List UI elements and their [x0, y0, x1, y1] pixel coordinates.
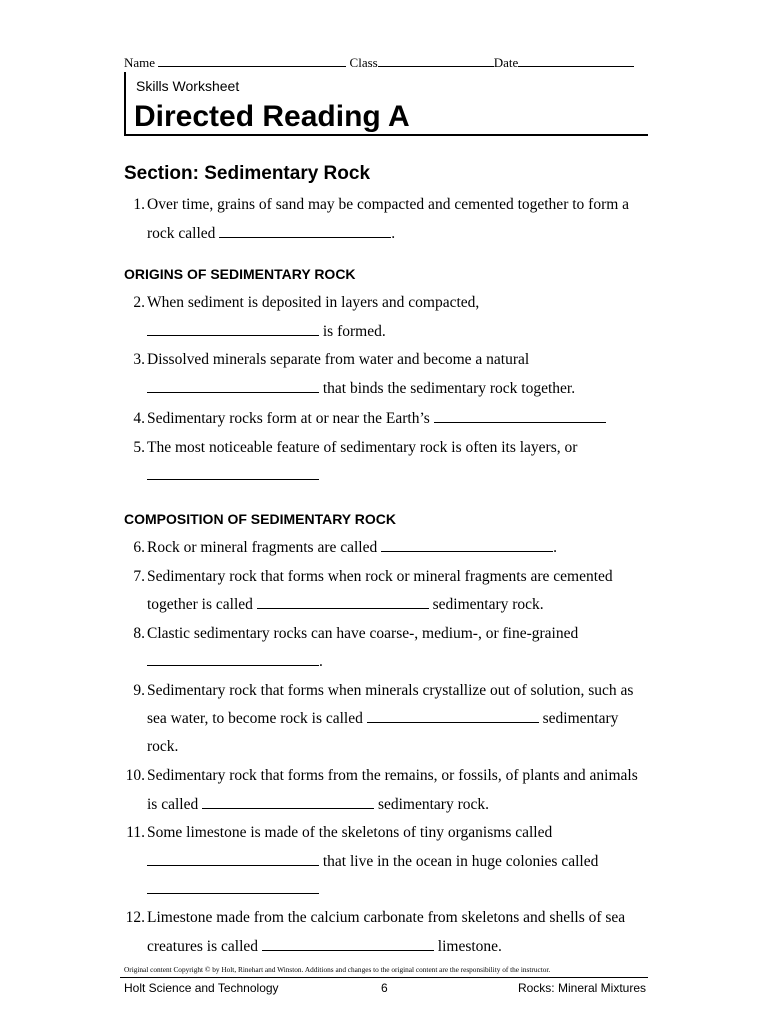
- answer-blank[interactable]: [257, 596, 429, 609]
- date-blank[interactable]: [518, 54, 634, 67]
- question-9: [133, 682, 634, 700]
- question-7-answer-line: [147, 596, 544, 614]
- question-8: [133, 625, 579, 643]
- question-text: sedimentary rock.: [432, 596, 544, 613]
- question-text: Sedimentary rock that forms when rock or mineral fragments are cemented: [147, 568, 613, 585]
- question-text: sedimentary: [542, 710, 619, 727]
- question-number: 6.: [133, 539, 145, 556]
- question-8-answer-line: [147, 653, 323, 671]
- question-text: Dissolved minerals separate from water and become a natural: [147, 351, 530, 368]
- question-text: is formed.: [322, 323, 386, 340]
- composition-heading: COMPOSITION OF SEDIMENTARY ROCK: [124, 511, 396, 527]
- question-text: Sedimentary rock that forms from the remains, or fossils, of plants and animals: [147, 767, 638, 784]
- answer-blank[interactable]: [147, 881, 319, 894]
- question-text: creatures is called: [147, 938, 259, 955]
- question-text: limestone.: [437, 938, 502, 955]
- answer-blank[interactable]: [367, 710, 539, 723]
- question-1: [133, 196, 630, 214]
- question-text: Over time, grains of sand may be compacted and cemented together to form a: [147, 196, 630, 213]
- question-6: [133, 539, 557, 557]
- question-11-answer-line-2: [147, 881, 319, 899]
- class-label: Class: [349, 55, 378, 70]
- question-number: 1.: [133, 196, 145, 213]
- question-11: [126, 824, 553, 842]
- question-text: Limestone made from the calcium carbonate from skeletons and shells of sea: [147, 909, 626, 926]
- question-text: .: [391, 225, 396, 242]
- question-text: The most noticeable feature of sedimentary rock is often its layers, or: [147, 439, 578, 456]
- question-text: rock called: [147, 225, 216, 242]
- question-text: that binds the sedimentary rock together.: [322, 380, 576, 397]
- footer-book-title: Rocks: Mineral Mixtures: [517, 981, 646, 995]
- date-label: Date: [493, 55, 519, 70]
- question-text: .: [553, 539, 557, 556]
- question-text: Rock or mineral fragments are called: [147, 539, 378, 556]
- worksheet-type: Skills Worksheet: [136, 78, 240, 94]
- question-number: 2.: [133, 294, 145, 311]
- question-10-answer-line: [147, 796, 489, 814]
- page-title: Directed Reading A: [134, 100, 410, 133]
- question-number: 11.: [126, 824, 145, 841]
- question-text: sedimentary rock.: [377, 796, 490, 813]
- answer-blank[interactable]: [262, 938, 434, 951]
- question-11-answer-line: [147, 853, 598, 871]
- question-9-answer-line: [147, 710, 618, 728]
- question-1-answer-line: [147, 225, 395, 243]
- answer-blank[interactable]: [147, 323, 319, 336]
- question-5-answer-line: [147, 467, 319, 485]
- page-number: 6: [381, 981, 388, 995]
- question-9-continued: rock.: [147, 738, 179, 755]
- question-number: 3.: [133, 351, 145, 368]
- answer-blank[interactable]: [381, 539, 553, 552]
- question-5: [133, 439, 578, 457]
- question-2: [133, 294, 480, 312]
- question-10: [125, 767, 638, 785]
- answer-blank[interactable]: [147, 653, 319, 666]
- question-text: Sedimentary rocks form at or near the Earth’s: [147, 410, 430, 427]
- name-label: Name: [124, 55, 156, 70]
- question-7: [133, 568, 613, 586]
- question-number: 5.: [133, 439, 145, 456]
- name-class-date-line: [124, 54, 634, 71]
- answer-blank[interactable]: [219, 225, 391, 238]
- question-text: sea water, to become rock is called: [147, 710, 363, 727]
- class-blank[interactable]: [378, 54, 494, 67]
- question-number: 7.: [133, 568, 145, 585]
- question-number: 12.: [125, 909, 145, 926]
- section-title: Section: Sedimentary Rock: [124, 163, 371, 184]
- origins-heading: ORIGINS OF SEDIMENTARY ROCK: [124, 266, 356, 282]
- footer-divider: [120, 977, 648, 978]
- question-text: together is called: [147, 596, 253, 613]
- question-text: that live in the ocean in huge colonies called: [322, 853, 599, 870]
- question-3: [133, 351, 530, 369]
- name-blank[interactable]: [158, 54, 346, 67]
- question-text: is called: [147, 796, 199, 813]
- question-text: .: [319, 653, 323, 670]
- question-number: 8.: [133, 625, 145, 642]
- question-text: When sediment is deposited in layers and compacted,: [147, 294, 480, 311]
- question-12-answer-line: [147, 938, 502, 956]
- question-number: 10.: [125, 767, 145, 784]
- answer-blank[interactable]: [202, 796, 374, 809]
- question-2-answer-line: [147, 323, 386, 341]
- question-number: 4.: [133, 410, 145, 427]
- question-3-answer-line: [147, 380, 575, 398]
- question-number: 9.: [133, 682, 145, 699]
- question-4: [133, 410, 606, 428]
- question-text: Some limestone is made of the skeletons of tiny organisms called: [147, 824, 553, 841]
- answer-blank[interactable]: [434, 410, 606, 423]
- question-text: Clastic sedimentary rocks can have coarse-, medium-, or fine-grained: [147, 625, 579, 642]
- question-12: [125, 909, 626, 927]
- question-text: Sedimentary rock that forms when minerals crystallize out of solution, such as: [147, 682, 634, 699]
- answer-blank[interactable]: [147, 380, 319, 393]
- copyright-notice: Original content Copyright © by Holt, Rinehart and Winston. Additions and changes to the original content are the responsibility of the instructor.: [124, 965, 551, 974]
- answer-blank[interactable]: [147, 467, 319, 480]
- answer-blank[interactable]: [147, 853, 319, 866]
- footer-publisher: Holt Science and Technology: [124, 981, 279, 995]
